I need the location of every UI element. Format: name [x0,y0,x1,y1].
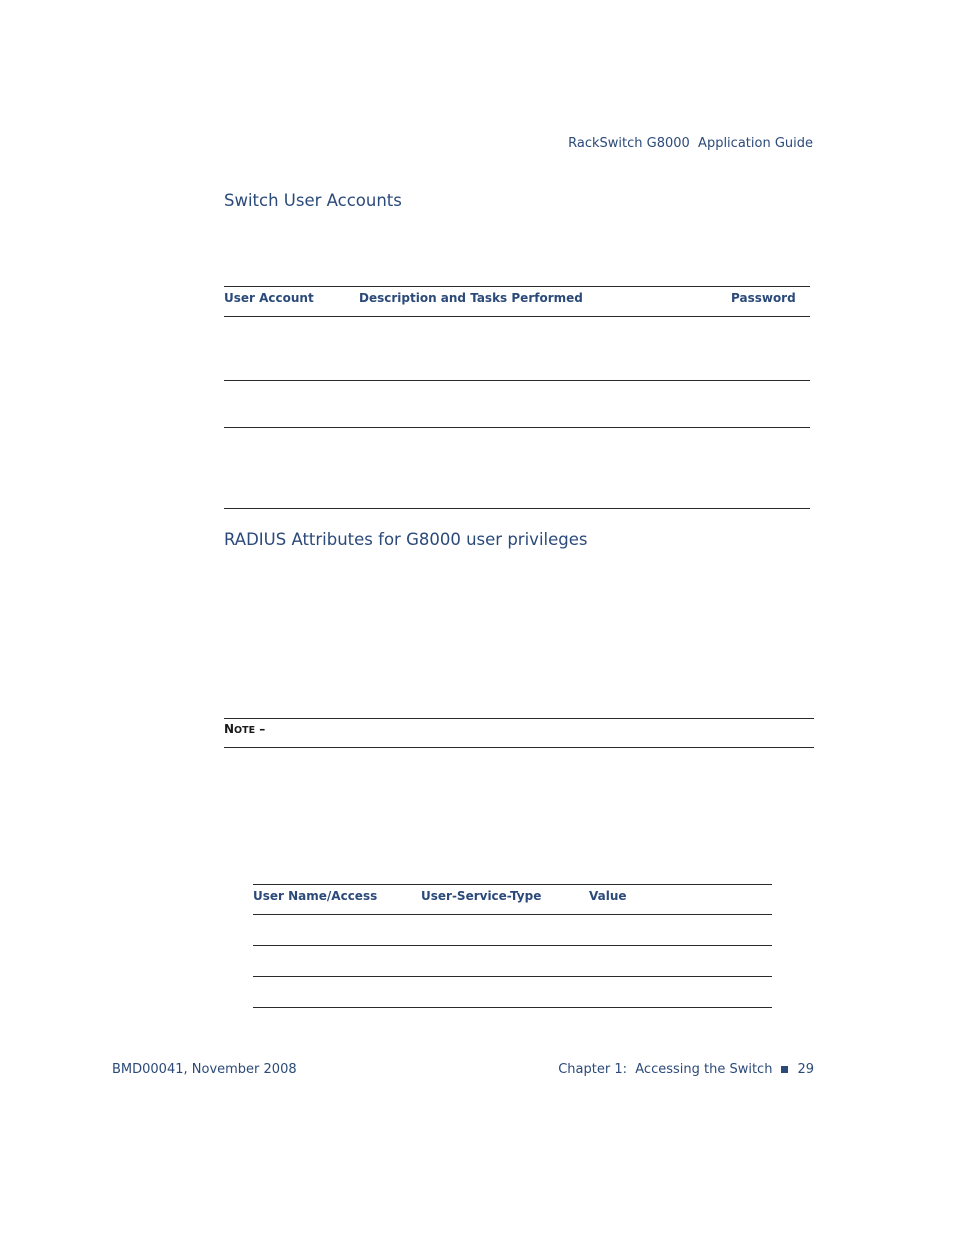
table-rule-header [224,316,810,317]
column-header-value: Value [589,889,627,903]
square-bullet-icon [781,1066,788,1073]
table-rule-bottom [253,1007,772,1008]
column-header-user-name-access: User Name/Access [253,889,378,903]
table-rule-header [253,914,772,915]
footer-chapter: Chapter 1: Accessing the Switch [558,1062,773,1077]
footer-chapter-page [558,1062,814,1077]
table-rule-top [224,286,810,287]
note-rule-bottom [224,747,814,748]
column-header-password: Password [731,291,796,305]
table-rule-row [224,427,810,428]
table-rule-top [253,884,772,885]
page-number: 29 [797,1062,814,1077]
note-label: NOTE – [224,722,266,736]
section-title-radius-attributes: RADIUS Attributes for G8000 user privileges [224,530,588,549]
table-rule-bottom [224,508,810,509]
column-header-user-service-type: User-Service-Type [421,889,542,903]
column-header-user-account: User Account [224,291,314,305]
column-header-description: Description and Tasks Performed [359,291,583,305]
table-rule-row [253,945,772,946]
footer-document-id: BMD00041, November 2008 [112,1062,297,1077]
running-header: RackSwitch G8000 Application Guide [568,136,813,151]
table-rule-row [253,976,772,977]
section-title-switch-user-accounts: Switch User Accounts [224,191,402,210]
note-rule-top [224,718,814,719]
table-rule-row [224,380,810,381]
